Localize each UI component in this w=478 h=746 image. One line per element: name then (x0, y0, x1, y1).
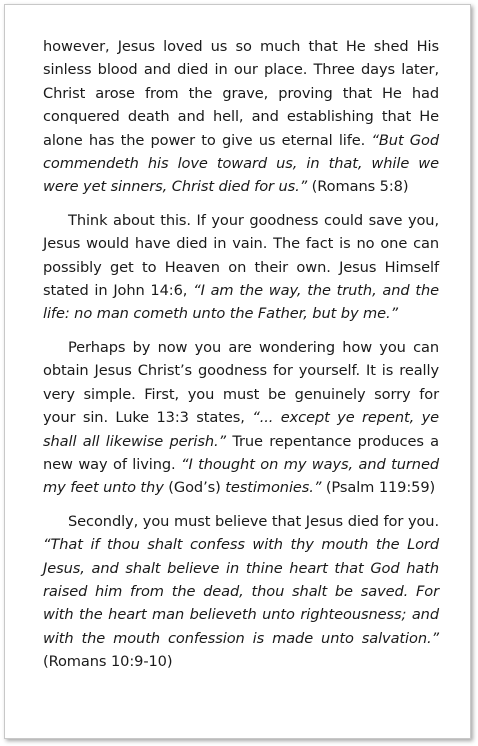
paragraph-2-text: Think about this. If your goodness could save you, Jesus would have died in vain. The fact is no one can possibly get to Heaven on their own. Jesus Himself stated in John 14:6, (43, 211, 439, 300)
paragraph-3-quote-2b: testimonies.” (225, 479, 322, 497)
paragraph-3 (43, 336, 439, 500)
paragraph-3-text: Perhaps by now you are wondering how you can obtain Jesus Christ’s goodness for yourself. It is really very simple. First, you must be genuinely sorry for your sin. Luke 13:3 states, (43, 338, 439, 427)
paragraph-3-reference: (Psalm 119:59) (321, 479, 436, 497)
paragraph-4-quote: “That if thou shalt confess with thy mouth the Lord Jesus, and shalt believe in thine heart that God hath raised him from the dead, thou shalt be saved. For with the heart man believeth unto righteousness; and with the mouth confession is made unto salvation.” (43, 536, 439, 647)
paragraph-1-reference: (Romans 5:8) (307, 178, 409, 196)
paragraph-3-quote: “... except ye repent, ye shall all likewise perish.” (43, 409, 439, 450)
paragraph-2 (43, 209, 439, 326)
paragraph-4-reference: (Romans 10:9-10) (43, 653, 173, 671)
paragraph-3-mid-text: True repentance produces a new way of living. (43, 432, 439, 473)
paragraph-3-mid-text-2: (God’s) (163, 479, 226, 497)
paragraph-1-text: however, Jesus loved us so much that He shed His sinless blood and died in our place. Three days later, Christ arose from the grave, proving that He had conquered death and hell, and establishing that He alone has the power to give us eternal life. (43, 38, 439, 149)
paragraph-4-text: Secondly, you must believe that Jesus died for you. (68, 512, 439, 530)
paragraph-1 (43, 35, 439, 199)
paragraph-1-quote: “But God commendeth his love toward us, in that, while we were yet sinners, Christ died for us.” (43, 131, 439, 196)
paragraph-2-quote: “I am the way, the truth, and the life: no man cometh unto the Father, but by me.” (43, 282, 439, 323)
page (4, 4, 471, 739)
page-content (43, 35, 439, 684)
paragraph-3-quote-2a: “I thought on my ways, and turned my feet unto thy (43, 455, 439, 497)
paragraph-4 (43, 510, 439, 674)
